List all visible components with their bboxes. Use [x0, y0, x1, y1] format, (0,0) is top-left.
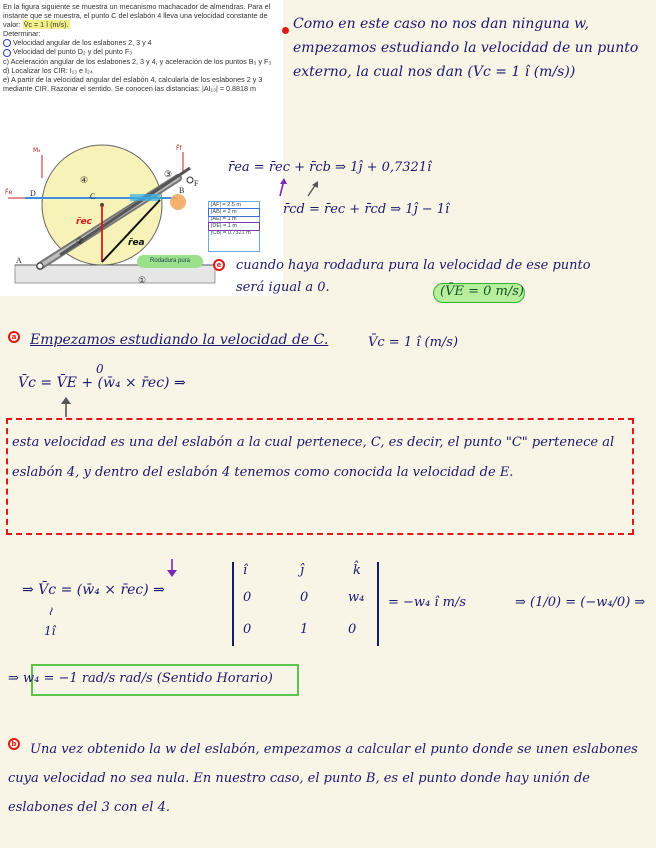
eq-arrows — [272, 176, 322, 198]
m-k: k̂ — [353, 563, 361, 578]
point-b-highlight — [170, 194, 186, 210]
m-r3c1: 0 — [243, 622, 252, 637]
m-i: î — [243, 563, 248, 578]
item-d: d) Localizar los CIR: I₁₃ e I₂₄ — [3, 65, 93, 75]
problem-statement — [3, 2, 281, 93]
bullet-icon — [282, 27, 289, 34]
matrix-result: = −w₄ î m/s — [388, 595, 467, 610]
rec-pointer-head-icon — [167, 570, 177, 577]
label-n4: ④ — [80, 176, 89, 186]
rec-pointer — [160, 557, 184, 579]
circle-b-icon — [3, 49, 11, 57]
m-r3c2: 1 — [300, 622, 309, 637]
vector-eq: ⇒ (1/0) = (−w₄/0) ⇒ — [515, 595, 646, 610]
circle-a-icon — [3, 39, 11, 47]
m-r2c2: 0 — [300, 590, 309, 605]
problem-intro: En la figura siguiente se muestra un mecanismo machacador de almendras. Para el instante que se muestra, el punto C del eslabón 4 lleva una velocidad constante de valor: — [3, 2, 271, 30]
m-r2c1: 0 — [243, 590, 252, 605]
ve-pointer-head-icon — [61, 397, 71, 404]
mark-b-icon: b — [8, 738, 20, 750]
label-b: B — [179, 186, 185, 195]
closing-text: Una vez obtenido la w del eslabón, empezamos a calcular el punto donde se unen eslabones cuya velocidad no sea nula. En nuestro caso, el punto B, es el punto donde hay unión de eslabones del 3 con el 4. — [8, 742, 638, 815]
item-a: Velocidad angular de los eslabones 2, 3 y 4 — [13, 38, 152, 48]
vc-given: V̄c = 1 î (m/s). — [23, 20, 69, 30]
rodadura-tag: Rodadura pura — [137, 255, 203, 268]
mark-a-icon: a — [8, 331, 20, 343]
label-fe: F̄e — [5, 189, 13, 196]
label-n3: ③ — [164, 170, 173, 180]
item-b: Velocidad del punto D₂ y del punto F₃ — [13, 47, 133, 57]
m-r3c3: 0 — [348, 622, 357, 637]
label-ff: F̄f — [176, 145, 182, 152]
label-c: C — [90, 192, 96, 201]
vc-sub: 1î — [44, 624, 56, 638]
dim-ae: |AE| = 1 m — [211, 216, 237, 222]
eq-rea: r̄ea = r̄ec + r̄cb ⇒ 1ĵ + 0,7321î — [228, 160, 432, 175]
point-f-joint — [187, 177, 193, 183]
mark-e-icon: e — [213, 259, 225, 271]
label-n1: ① — [138, 276, 147, 286]
label-d: D — [30, 189, 36, 198]
explanation-text: esta velocidad es una del eslabón a la cual pertenece, C, es decir, el punto "C" pertenece al eslabón 4, y dentro del eslabón 4 tenemos como conocida la velocidad de E. — [12, 435, 615, 480]
result-text: ⇒ w₄ = −1 rad/s rad/s (Sentido Horario) — [8, 671, 273, 686]
cross-eq: ⇒ V̄c = (w̄₄ × r̄ec) ⇒ — [22, 582, 165, 598]
m-j: ĵ — [300, 563, 305, 578]
note-intro: Como en este caso no nos dan ninguna w, empezamos estudiando la velocidad de un punto externo, la cual nos dan (Vc = 1 î (m/s)) — [293, 16, 639, 80]
item-c: c) Aceleración angular de los eslabones 2, 3 y 4, y aceleración de los puntos B₃ y F₃ — [3, 56, 272, 66]
label-a: A — [16, 256, 22, 265]
dim-ab: |AB| = 2 m — [209, 209, 259, 216]
label-n2: ② — [76, 237, 85, 247]
slider-block — [130, 194, 160, 201]
ve-zero: (V̄E = 0 m/s) — [440, 284, 524, 299]
label-m4: M₄ — [33, 147, 41, 154]
item-e: e) A partir de la velocidad angular del eslabón 4, calcularla de los eslabones 2 y 3 mediante CIR. Razonar el sentido. Se conocen las distancias: |AI₁₃| = 0.8818 m — [3, 74, 263, 93]
zero-mark: 0 — [96, 362, 104, 376]
label-f: F — [194, 179, 199, 188]
purple-arrowhead-icon — [280, 178, 287, 184]
dimensions-box — [208, 201, 260, 252]
point-a-joint — [37, 263, 43, 269]
m-r2c3: w₄ — [348, 590, 365, 605]
dim-cb: |CB| = 0.7321 m — [211, 230, 251, 236]
determinar-label: Determinar: — [3, 29, 41, 39]
gray-arrowhead-icon — [312, 181, 318, 188]
dim-de: |DE| = 1 m — [209, 223, 259, 230]
vec-rec-label: r̄ec — [76, 217, 92, 227]
vc-eq: V̄c = 1 î (m/s) — [368, 335, 459, 350]
section-c-title: Empezamos estudiando la velocidad de C. — [30, 332, 329, 348]
vec-rea-label: r̄ea — [128, 238, 145, 248]
ve-pointer — [56, 395, 80, 419]
det-right-bar — [377, 562, 379, 646]
note-rodadura: cuando haya rodadura pura la velocidad de ese punto será igual a 0. — [236, 258, 591, 295]
dim-af: |AF| = 2.5 m — [211, 202, 241, 208]
equals-wavy: ≀ — [48, 604, 53, 618]
eq-rcd: r̄cd = r̄ec + r̄cd ⇒ 1ĵ − 1î — [283, 202, 450, 217]
vc-relation: V̄c = V̄E + (w̄₄ × r̄ec) ⇒ — [18, 375, 186, 391]
det-left-bar — [232, 562, 234, 646]
